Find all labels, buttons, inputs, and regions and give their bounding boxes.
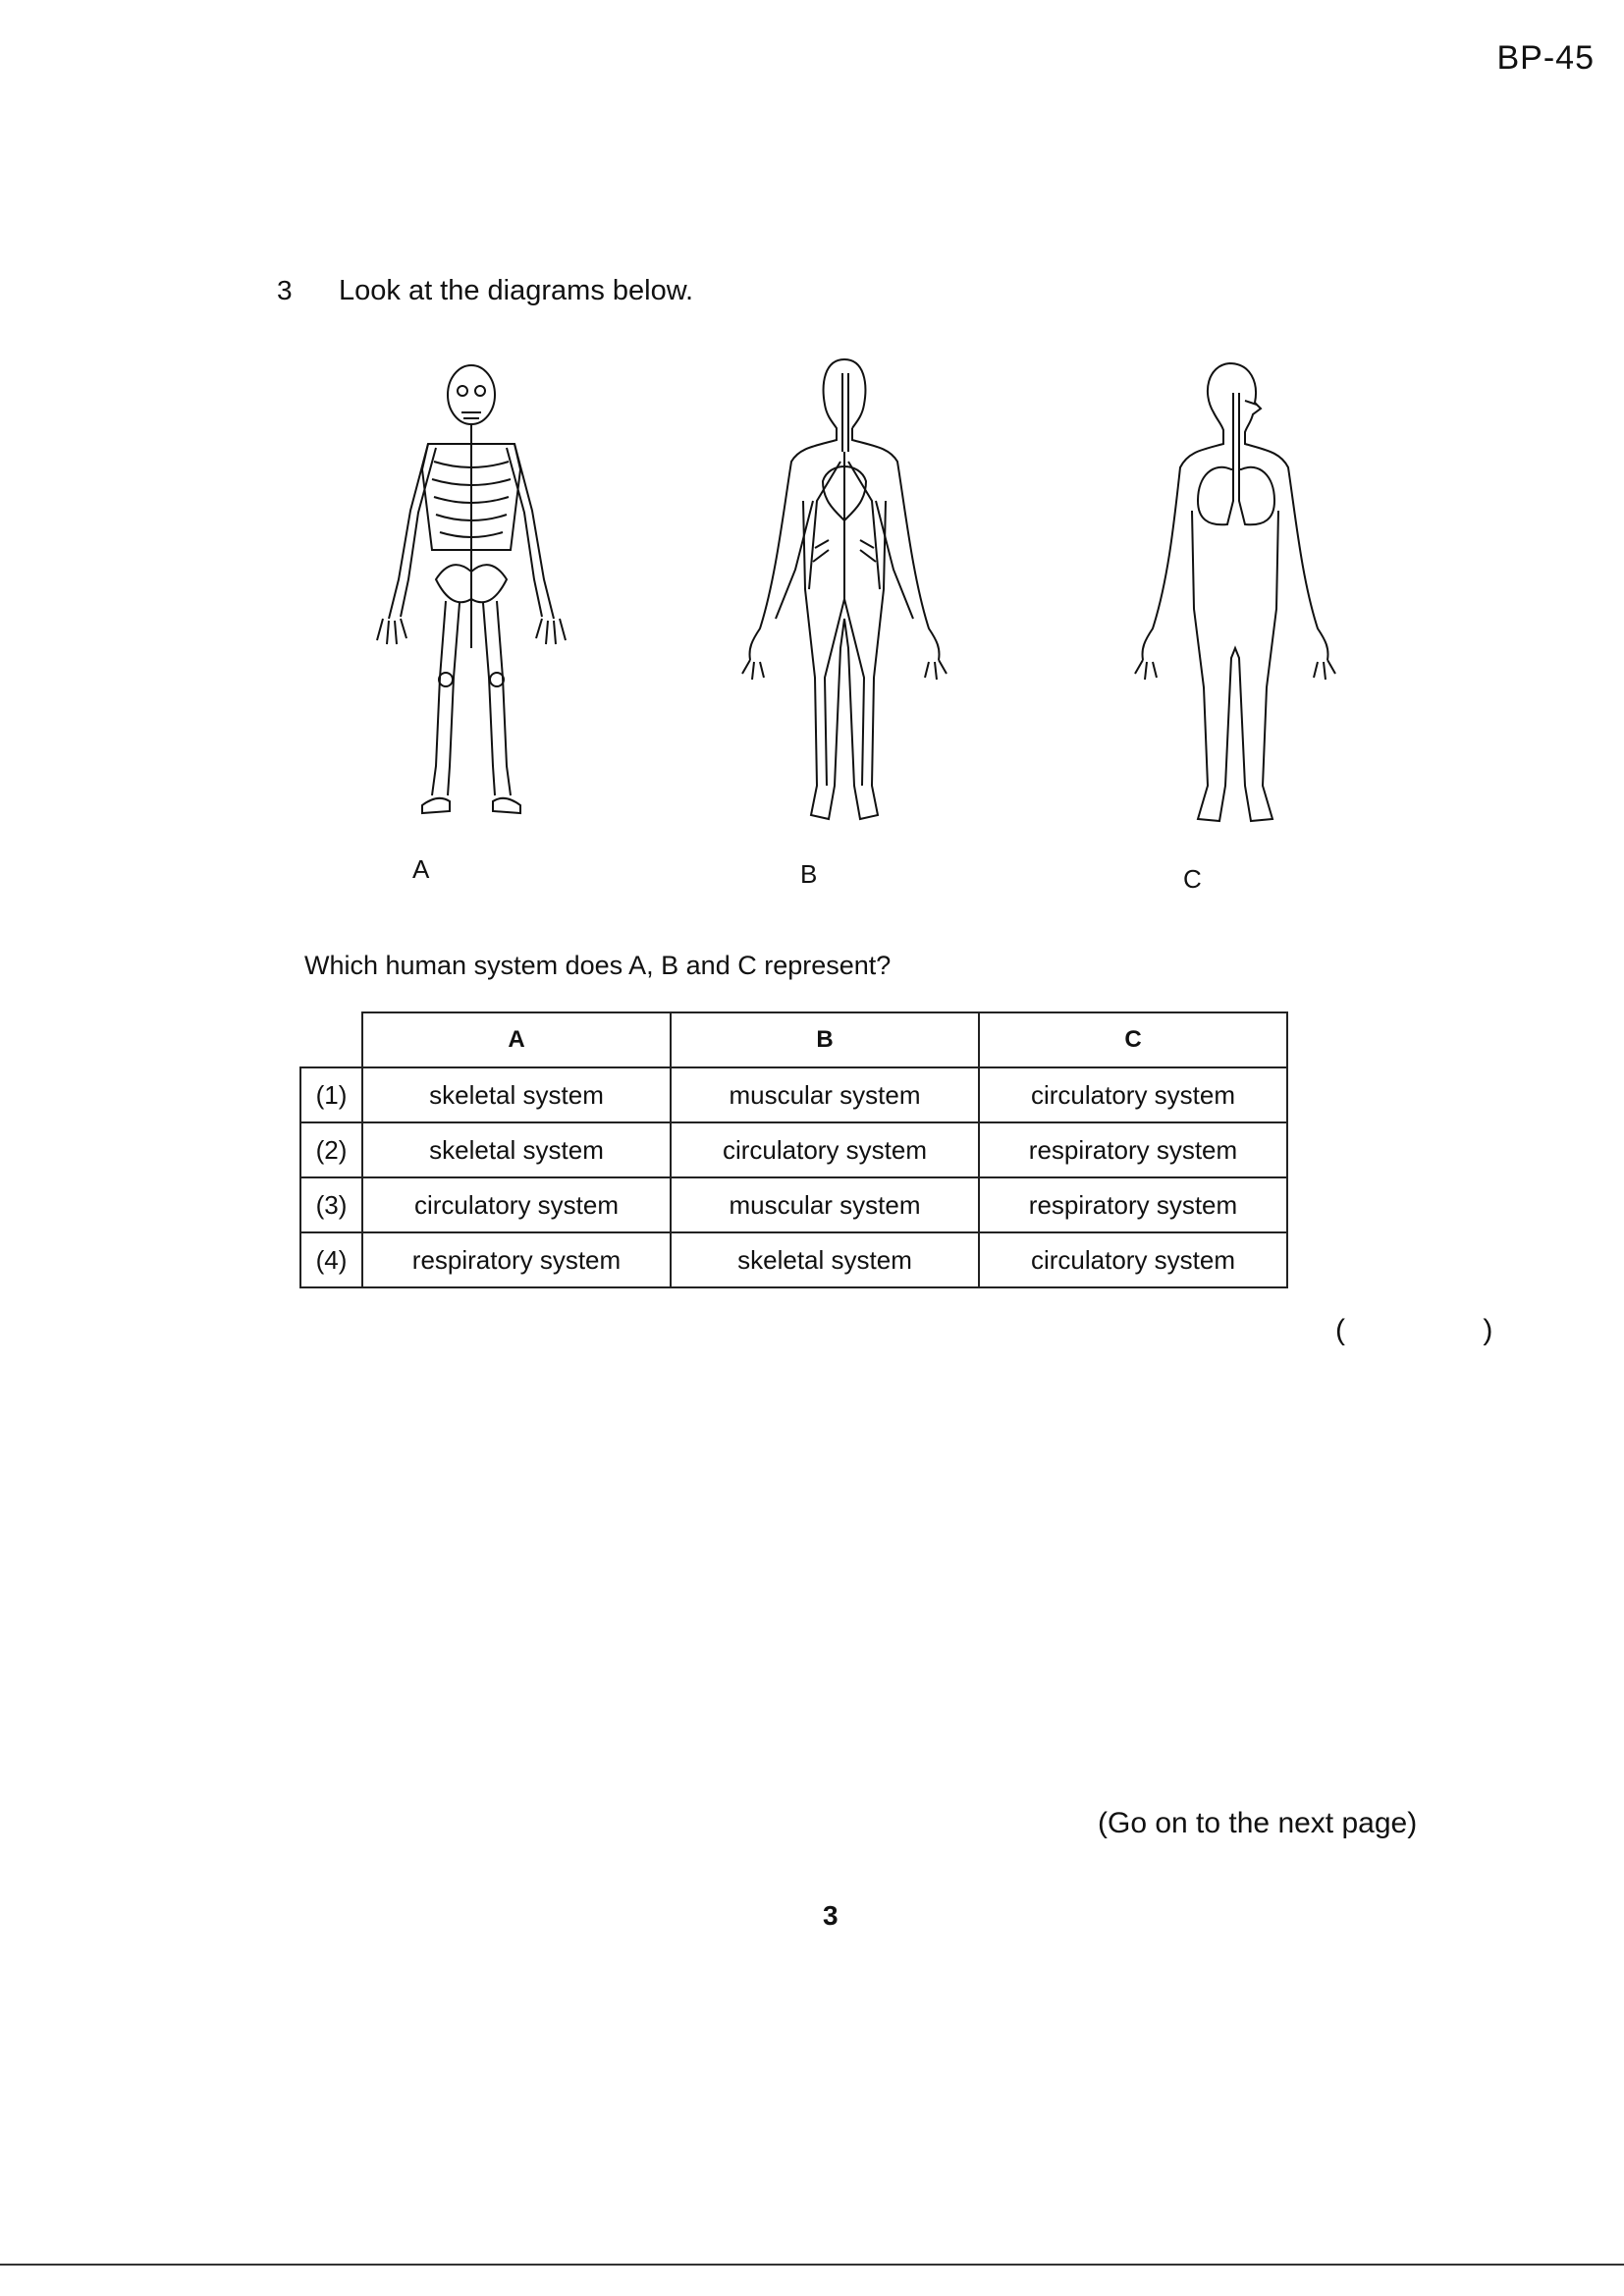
option-number: (4)	[300, 1232, 362, 1287]
figure-b-circulatory	[727, 354, 962, 835]
answer-table	[299, 1011, 1288, 1288]
cell-b: circulatory system	[671, 1122, 979, 1177]
cell-b: muscular system	[671, 1177, 979, 1232]
cell-a: circulatory system	[362, 1177, 671, 1232]
table-row[interactable]	[300, 1067, 1287, 1122]
table-row[interactable]	[300, 1232, 1287, 1287]
figure-label-a: A	[412, 854, 430, 884]
option-number: (1)	[300, 1067, 362, 1122]
cell-a: respiratory system	[362, 1232, 671, 1287]
table-header-row	[300, 1012, 1287, 1067]
cell-a: skeletal system	[362, 1067, 671, 1122]
skeleton-figure-icon	[353, 354, 589, 825]
table-row[interactable]	[300, 1122, 1287, 1177]
figure-label-b: B	[800, 859, 818, 889]
question-prompt: Look at the diagrams below.	[339, 275, 694, 306]
figure-c-respiratory	[1119, 354, 1355, 835]
page-code: BP-45	[1496, 39, 1595, 77]
circulatory-figure-icon	[727, 354, 962, 835]
cell-b: muscular system	[671, 1067, 979, 1122]
cell-a: skeletal system	[362, 1122, 671, 1177]
cell-c: respiratory system	[979, 1122, 1287, 1177]
cell-c: circulatory system	[979, 1232, 1287, 1287]
bottom-rule	[0, 2264, 1624, 2266]
header-a: A	[362, 1012, 671, 1067]
figure-label-c: C	[1183, 864, 1202, 894]
table-row[interactable]	[300, 1177, 1287, 1232]
cell-b: skeletal system	[671, 1232, 979, 1287]
option-number: (3)	[300, 1177, 362, 1232]
cell-c: respiratory system	[979, 1177, 1287, 1232]
header-blank	[300, 1012, 362, 1067]
question-number: 3	[277, 275, 293, 305]
header-c: C	[979, 1012, 1287, 1067]
header-b: B	[671, 1012, 979, 1067]
cell-c: circulatory system	[979, 1067, 1287, 1122]
page-number: 3	[823, 1900, 839, 1931]
go-on-next-page: (Go on to the next page)	[1098, 1807, 1418, 1839]
option-number: (2)	[300, 1122, 362, 1177]
figure-a-skeleton	[353, 354, 589, 825]
answer-bracket[interactable]: ( )	[1335, 1314, 1558, 1346]
sub-question-prompt: Which human system does A, B and C represent?	[304, 951, 892, 980]
respiratory-figure-icon	[1119, 354, 1355, 835]
